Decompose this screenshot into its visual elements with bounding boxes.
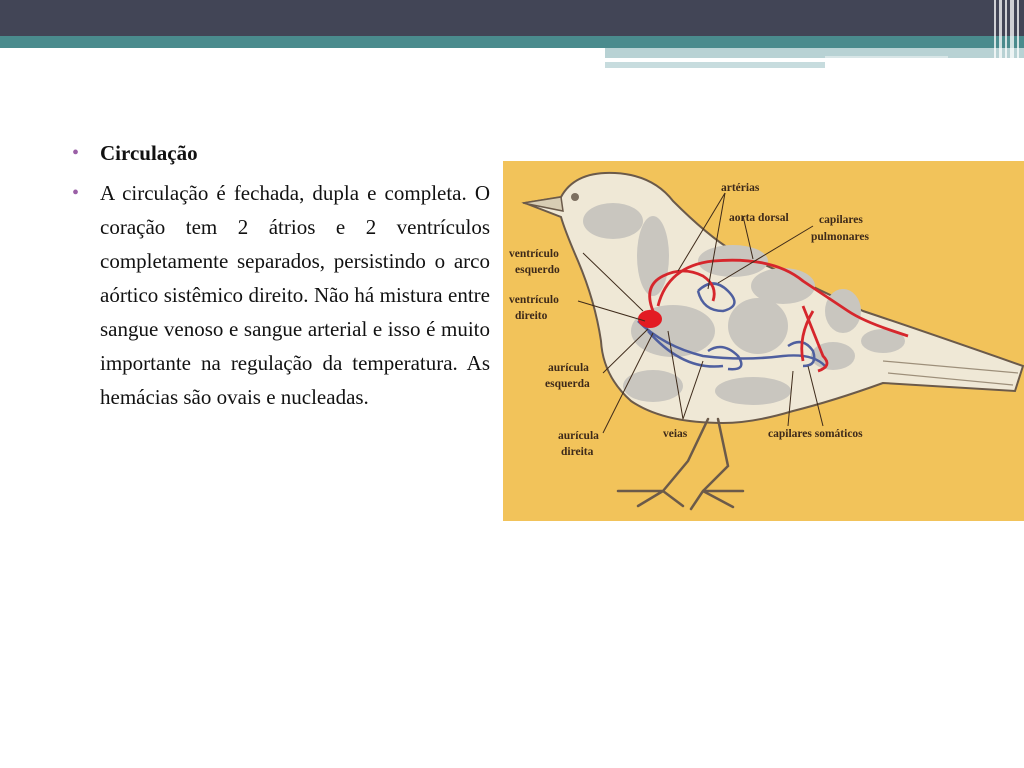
header-stripes (990, 0, 1024, 70)
label-ventriculo-direito-2: direito (515, 310, 548, 322)
bullet-title (72, 136, 490, 170)
bullet-body-text: A circulação é fechada, dupla e completa. O coração tem 2 átrios e 2 ventrículos completamente separados, persistindo o arco aórtico sistêmico direito. Não há mistura entre sangue venoso e sangue arterial e isso é muito importante na regulação da temperatura. As hemácias são ovais e nucleadas. (100, 181, 490, 409)
label-ventriculo-esquerdo-1: ventrículo (509, 248, 559, 260)
header-thin-line (825, 56, 948, 58)
bullet-body (72, 176, 490, 414)
header-band-light-lower (605, 62, 825, 68)
label-veias: veias (663, 428, 688, 440)
heart-shape (638, 310, 662, 328)
bullet-dot-icon: • (72, 142, 80, 164)
bird-eye-shape (571, 193, 579, 201)
label-ventriculo-esquerdo-2: esquerdo (515, 264, 560, 276)
label-ventriculo-direito-1: ventrículo (509, 294, 559, 306)
label-auricula-direita-1: aurícula (558, 430, 599, 442)
label-auricula-esquerda-1: aurícula (548, 362, 589, 374)
label-aorta-dorsal: aorta dorsal (729, 212, 789, 224)
bird-diagram-svg (503, 161, 1024, 521)
label-capilares-pulmonares-2: pulmonares (811, 231, 869, 243)
bullet-title-text: Circulação (100, 141, 198, 165)
slide-content (72, 136, 490, 420)
header-band-teal (0, 36, 1024, 48)
bullet-dot-icon: • (72, 182, 80, 204)
header-band-dark (0, 0, 1024, 36)
header-band-light (605, 48, 1024, 58)
label-auricula-esquerda-2: esquerda (545, 378, 590, 390)
label-arterias: artérias (721, 182, 760, 194)
label-capilares-somaticos: capilares somáticos (768, 428, 863, 440)
label-auricula-direita-2: direita (561, 446, 594, 458)
label-capilares-pulmonares-1: capilares (819, 214, 863, 226)
bird-circulation-diagram (503, 161, 1024, 521)
